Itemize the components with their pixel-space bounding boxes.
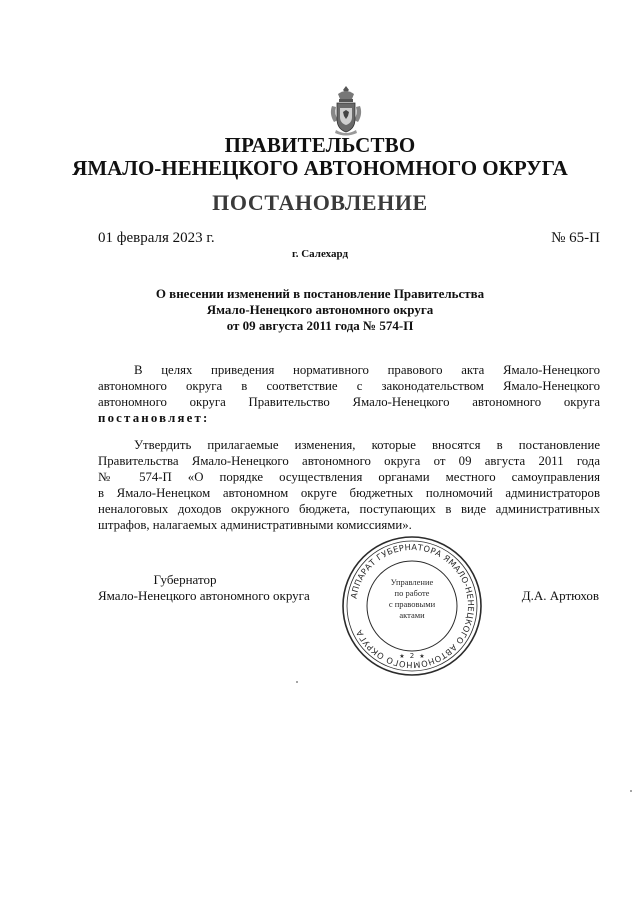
subject-line: О внесении изменений в постановление Правительства [155,286,485,301]
government-title-line2: ЯМАЛО-НЕНЕЦКОГО АВТОНОМНОГО ОКРУГА [72,156,568,180]
signer-name: Д.А. Артюхов [521,588,599,603]
document-type-title: ПОСТАНОВЛЕНИЕ [212,190,428,215]
stamp-inner-line: с правовыми [388,599,436,609]
stamp-inner-line: Управление [390,577,434,587]
stamp-inner-line: актами [399,610,425,620]
signer-title-line1: Губернатор [153,572,217,587]
stamp-star-icon: ★ [419,653,425,660]
operative-paragraph [98,437,600,533]
document-date: 01 февраля 2023 г. [98,230,215,246]
document-subject [0,286,640,334]
paragraph-line: В целях приведения нормативного правового акта Ямало-Ненецкого [134,363,600,377]
signer-title-line2: Ямало-Ненецкого автономного округа [98,588,310,603]
paragraph-line: неналоговых доходов окружного бюджета, поступающих в виде административных [98,502,600,516]
stamp-outer-text: АППАРАТ ГУБЕРНАТОРА ЯМАЛО-НЕНЕЦКОГО АВТОНОМНОГО ОКРУГА [348,541,477,671]
paragraph-line: в Ямало-Ненецком автономном округе бюджетных полномочий администраторов [98,486,600,500]
resolves-keyword: постановляет: [98,411,210,425]
paragraph-line: Утвердить прилагаемые изменения, которые вносятся в постановление [134,438,600,452]
paragraph-line: автономного округа в соответствие с законодательством Ямало-Ненецкого [98,379,600,393]
scan-speck [296,681,298,683]
stamp-inner-line: по работе [394,588,430,598]
paragraph-line: автономного округа Правительство Ямало-Ненецкого автономного округа [98,395,600,409]
paragraph-line: штрафов, налагаемых административными комиссиями». [98,518,412,532]
scan-speck [630,790,632,792]
document-number: № 65-П [551,230,600,246]
document-city: г. Салехард [291,248,349,260]
preamble-paragraph [98,362,600,426]
paragraph-line: Правительства Ямало-Ненецкого автономного округа от 09 августа 2011 года [98,454,600,468]
subject-line: Ямало-Ненецкого автономного округа [206,302,434,317]
official-stamp [340,534,484,678]
stamp-star-icon: ★ [399,653,405,660]
paragraph-line: № 574-П «О порядке осуществления органами местного самоуправления [98,470,600,484]
subject-line: от 09 августа 2011 года № 574-П [226,318,414,333]
government-title-line1: ПРАВИТЕЛЬСТВО [224,133,416,157]
stamp-number: 2 [409,652,415,660]
coat-of-arms-emblem [326,84,366,138]
